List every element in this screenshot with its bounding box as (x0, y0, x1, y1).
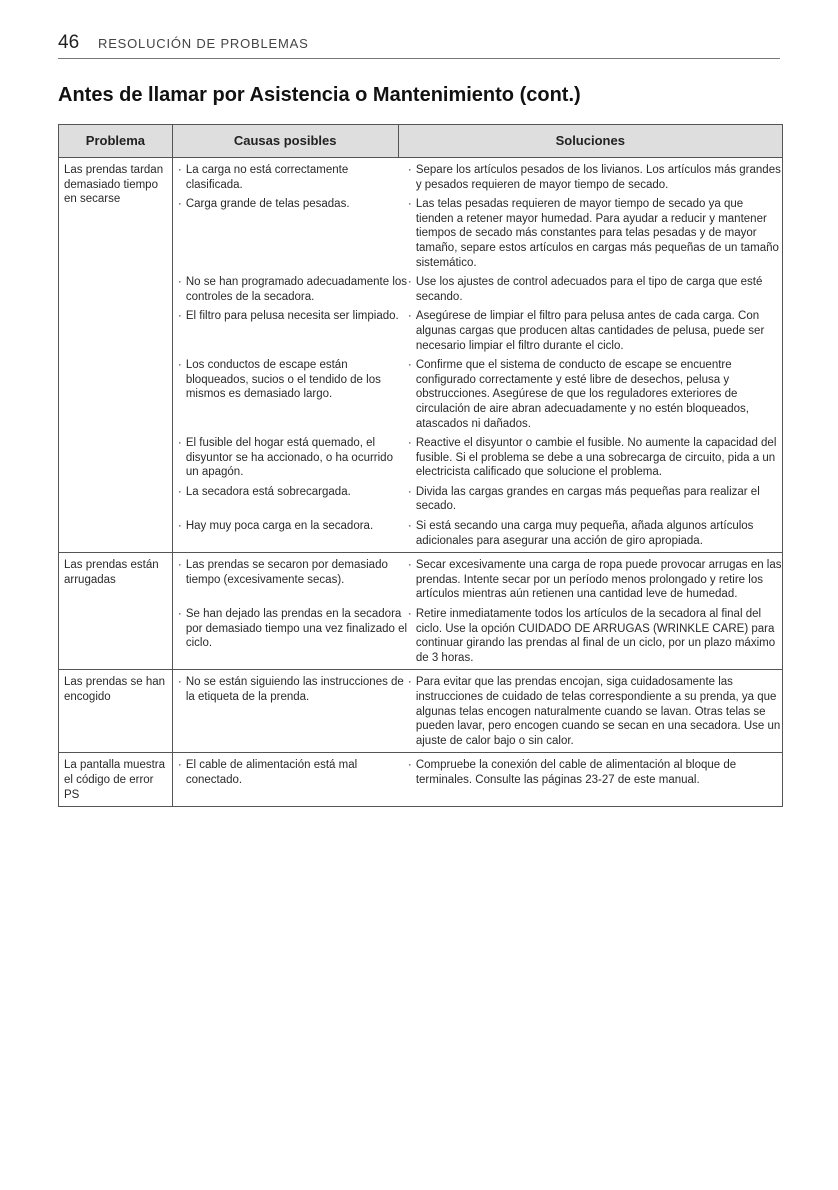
column-header-solutions: Soluciones (398, 125, 782, 158)
page-title: Antes de llamar por Asistencia o Mantenimiento (cont.) (58, 84, 581, 106)
solution-item: · Las telas pesadas requieren de mayor tiempo de secado ya que tienden a retener mayor humedad. Para ayudar a reducir y mantener tiempos de secado más constantes para telas pesadas y de mayor tamaño, separe estos artículos en cargas más pequeñas de un tamaño sistemático. (407, 198, 779, 269)
solution-item: · Secar excesivamente una carga de ropa puede provocar arrugas en las prendas. Intente secar por un período menos prolongado y retire los artículos mientras aún retienen una cantidad leve de humedad. (407, 559, 782, 601)
page-header (58, 32, 780, 59)
problem-cell: Las prendas tardan demasiado tiempo en secarse (59, 158, 173, 553)
cause-item: · Carga grande de telas pesadas. (177, 198, 350, 211)
column-header-problem: Problema (59, 125, 173, 158)
solution-item: · Reactive el disyuntor o cambie el fusible. No aumente la capacidad del fusible. Si el problema se debe a una sobrecarga de circuito, pida a un electricista calificado que solucione el problema. (407, 437, 777, 479)
cause-solution-pair (178, 558, 782, 602)
cause-item: · El fusible del hogar está quemado, el disyuntor se ha accionado, o ha ocurrido un apagón. (177, 437, 393, 479)
page-number: 46 (58, 32, 80, 53)
table-header-row (59, 125, 783, 158)
causes-solutions-cell (172, 553, 782, 670)
solution-item: · Use los ajustes de control adecuados para el tipo de carga que esté secando. (407, 276, 763, 303)
causes-solutions-cell (172, 670, 782, 753)
cause-solution-pair (178, 163, 782, 192)
table-row (59, 158, 783, 553)
cause-item: · Se han dejado las prendas en la secadora por demasiado tiempo una vez finalizado el ciclo. (177, 608, 408, 650)
troubleshooting-table (58, 124, 783, 807)
solution-item: · Asegúrese de limpiar el filtro para pelusa antes de cada carga. Con algunas cargas que producen altas cantidades de pelusa, puede ser necesario limpiar el filtro durante el ciclo. (407, 310, 765, 352)
solution-item: · Separe los artículos pesados de los livianos. Los artículos más grandes y pesados requieren de mayor tiempo de secado. (407, 164, 781, 191)
section-title: RESOLUCIÓN DE PROBLEMAS (98, 36, 309, 51)
cause-solution-pair (178, 309, 782, 353)
cause-solution-pair (178, 519, 782, 548)
solution-item: · Retire inmediatamente todos los artículos de la secadora al final del ciclo. Use la opción CUIDADO DE ARRUGAS (WRINKLE CARE) para continuar girando las prendas al final de un ciclo, por un plazo máximo de 3 horas. (407, 608, 776, 664)
cause-solution-pair (178, 675, 782, 748)
cause-item: · La secadora está sobrecargada. (177, 485, 351, 498)
cause-solution-pair (178, 197, 782, 270)
problem-cell: Las prendas están arrugadas (59, 553, 173, 670)
solution-item: · Para evitar que las prendas encojan, siga cuidadosamente las instrucciones de cuidado de telas correspondiente a su prenda, ya que algunas telas encogen naturalmente cuando se lavan. Otras telas se pueden lavar, pero encogen cuando se secan en una secadora. Use un ajuste de calor bajo o sin calor. (407, 676, 781, 747)
table-row (59, 753, 783, 807)
column-header-causes: Causas posibles (172, 125, 398, 158)
cause-solution-pair (178, 275, 782, 304)
cause-item: · Hay muy poca carga en la secadora. (177, 520, 374, 533)
cause-solution-pair (178, 485, 782, 514)
table-row (59, 670, 783, 753)
cause-solution-pair (178, 758, 782, 787)
problem-cell: Las prendas se han encogido (59, 670, 173, 753)
cause-item: · La carga no está correctamente clasificada. (177, 164, 349, 191)
cause-item: · No se han programado adecuadamente los controles de la secadora. (177, 276, 408, 303)
table-row (59, 553, 783, 670)
problem-cell: La pantalla muestra el código de error PS (59, 753, 173, 807)
solution-item: · Divida las cargas grandes en cargas más pequeñas para realizar el secado. (407, 485, 760, 513)
cause-item: · El filtro para pelusa necesita ser limpiado. (177, 310, 399, 323)
solution-item: · Confirme que el sistema de conducto de escape se encuentre configurado correctamente y esté libre de desechos, pelusa y obstrucciones. Asegúrese de que los reguladores exteriores de circulación de aire abran adecuadamente y no estén bloqueados, atascados ni dañados. (407, 359, 749, 430)
causes-solutions-cell (172, 753, 782, 807)
solution-item: · Compruebe la conexión del cable de alimentación al bloque de terminales. Consulte las páginas 23-27 de este manual. (407, 759, 737, 786)
solution-item: · Si está secando una carga muy pequeña, añada algunos artículos adicionales para asegurar una acción de giro apropiada. (407, 520, 754, 547)
cause-solution-pair (178, 436, 782, 480)
cause-solution-pair (178, 607, 782, 665)
cause-item: · Los conductos de escape están bloqueados, sucios o el tendido de los mismos es demasiado largo. (177, 359, 381, 401)
causes-solutions-cell (172, 158, 782, 553)
cause-item: · El cable de alimentación está mal conectado. (177, 759, 358, 786)
cause-item: · No se están siguiendo las instrucciones de la etiqueta de la prenda. (177, 676, 404, 703)
cause-solution-pair (178, 358, 782, 431)
cause-item: · Las prendas se secaron por demasiado tiempo (excesivamente secas). (177, 559, 388, 586)
